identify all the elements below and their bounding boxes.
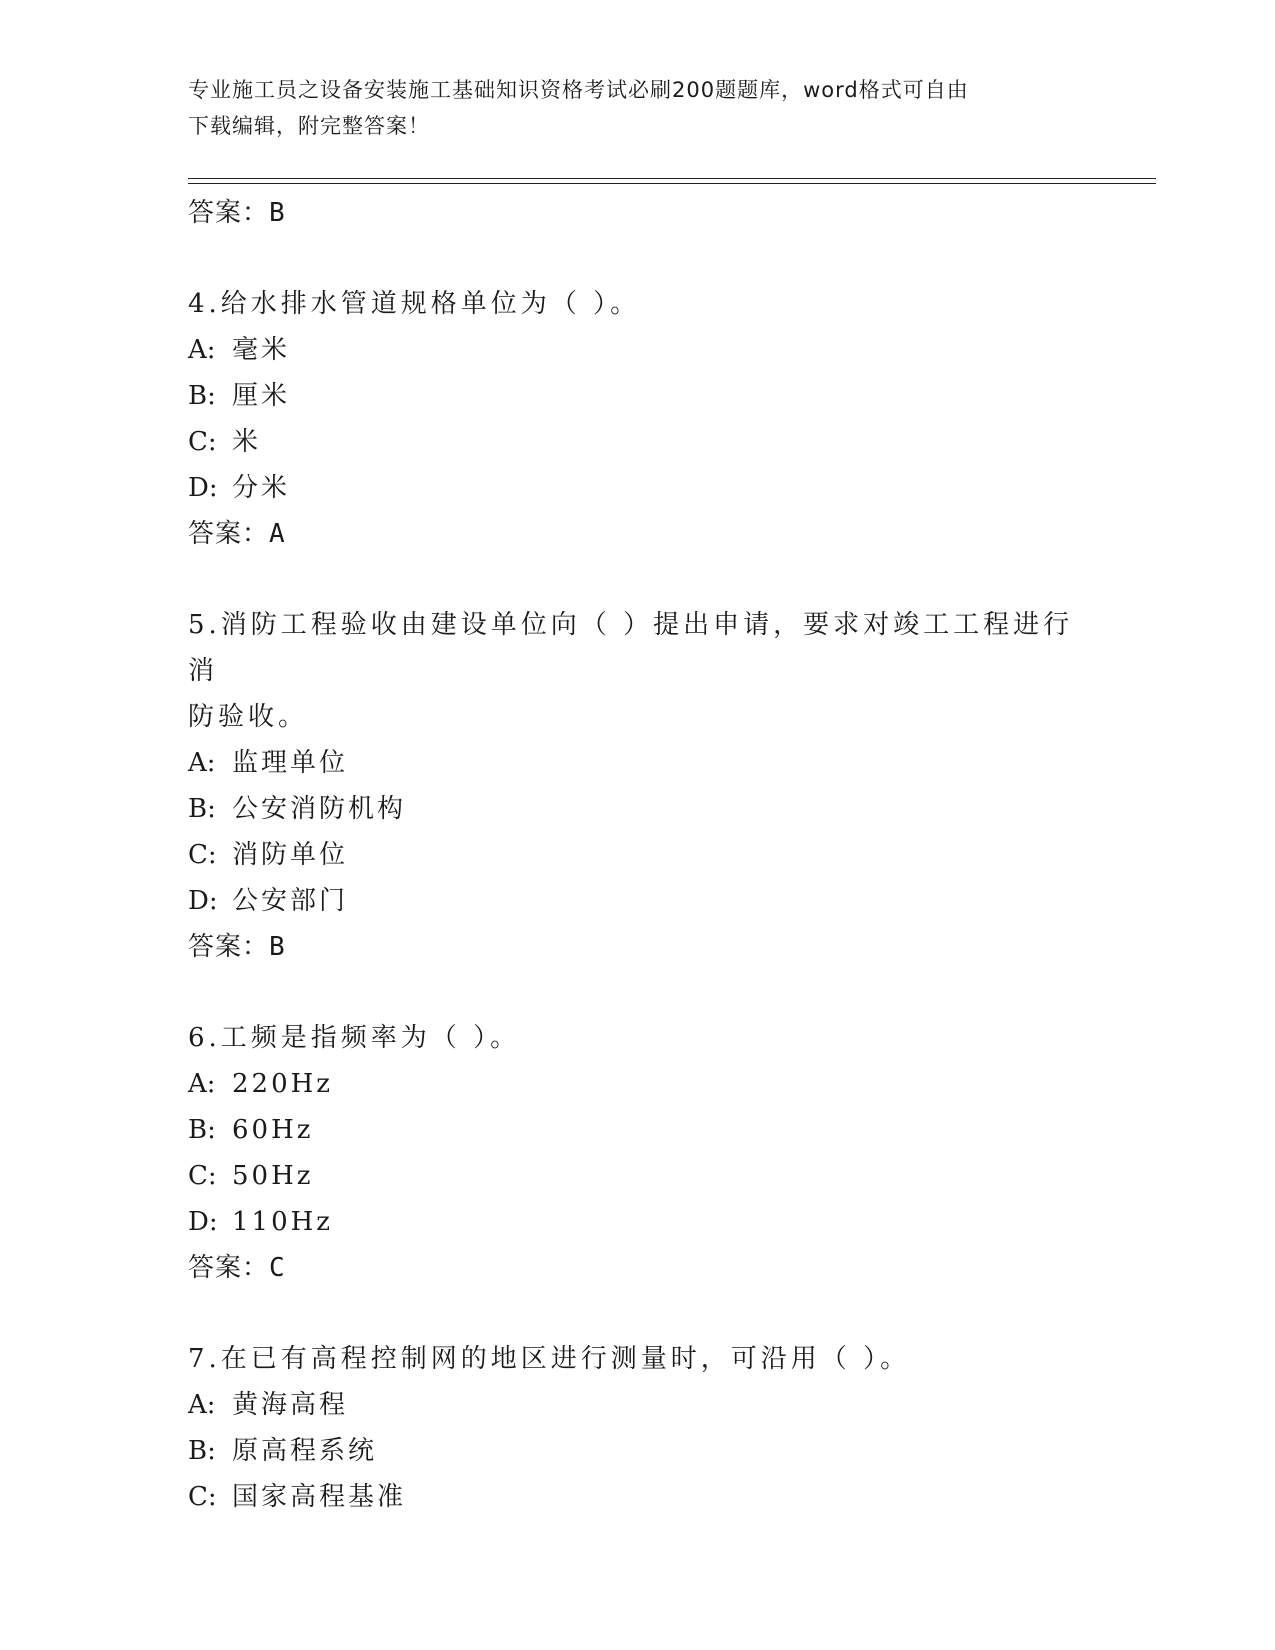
option-key: B: — [188, 1436, 216, 1466]
answer-label: 答案： — [188, 198, 270, 228]
option-text: 公安消防机构 — [232, 794, 407, 824]
option-b — [188, 786, 1088, 832]
option-key: A: — [188, 1390, 216, 1420]
question-list — [188, 190, 1088, 1520]
question-text: 4.给水排水管道规格单位为（ ）。 — [188, 289, 641, 319]
option-text: 60Hz — [232, 1115, 314, 1145]
document-header — [188, 72, 1088, 144]
question-text-line-1: 5.消防工程验收由建设单位向（ ）提出申请，要求对竣工工程进行消 — [188, 610, 1074, 686]
option-c — [188, 832, 1088, 878]
option-key: B: — [188, 1115, 216, 1145]
option-b — [188, 1107, 1088, 1153]
question-text: 7.在已有高程控制网的地区进行测量时，可沿用（ ）。 — [188, 1344, 911, 1374]
spacer — [188, 557, 1088, 602]
answer-value: B — [269, 198, 286, 228]
option-a — [188, 1061, 1088, 1107]
option-text: 原高程系统 — [232, 1436, 378, 1466]
option-key: A: — [188, 1069, 216, 1099]
option-text: 50Hz — [232, 1161, 314, 1191]
option-text: 米 — [232, 427, 262, 457]
spacer — [188, 236, 1088, 281]
option-key: C: — [188, 1161, 217, 1191]
option-key: B: — [188, 794, 216, 824]
option-key: D: — [188, 473, 218, 503]
option-text: 厘米 — [232, 381, 291, 411]
option-d — [188, 878, 1088, 924]
header-divider-top — [188, 178, 1156, 179]
answer-line — [188, 511, 1088, 557]
header-divider-bottom — [188, 183, 1156, 184]
header-line-2: 下载编辑，附完整答案！ — [188, 114, 430, 138]
option-key: D: — [188, 1207, 218, 1237]
answer-line — [188, 924, 1088, 970]
answer-label: 答案： — [188, 1253, 270, 1283]
option-a — [188, 740, 1088, 786]
option-text: 黄海高程 — [232, 1390, 349, 1420]
option-text: 消防单位 — [232, 840, 349, 870]
option-key: D: — [188, 886, 218, 916]
option-text: 毫米 — [232, 335, 291, 365]
answer-value: C — [269, 1253, 286, 1283]
option-text: 分米 — [232, 473, 291, 503]
answer-value: A — [269, 519, 286, 549]
option-c — [188, 419, 1088, 465]
question-text: 6.工频是指频率为（ ）。 — [188, 1023, 521, 1053]
answer-value: B — [269, 932, 286, 962]
spacer — [188, 1291, 1088, 1336]
option-a — [188, 1382, 1088, 1428]
option-d — [188, 465, 1088, 511]
option-key: B: — [188, 381, 216, 411]
option-key: A: — [188, 748, 216, 778]
option-text: 国家高程基准 — [232, 1482, 407, 1512]
option-key: C: — [188, 427, 217, 457]
option-key: C: — [188, 840, 217, 870]
answer-line — [188, 1245, 1088, 1291]
option-d — [188, 1199, 1088, 1245]
question-text-line-2: 防验收。 — [188, 702, 309, 732]
option-text: 220Hz — [232, 1069, 333, 1099]
answer-line — [188, 190, 1088, 236]
option-text: 公安部门 — [232, 886, 349, 916]
question-block — [188, 281, 1088, 557]
option-key: A: — [188, 335, 216, 365]
option-text: 110Hz — [232, 1207, 333, 1237]
option-key: C: — [188, 1482, 217, 1512]
option-a — [188, 327, 1088, 373]
option-text: 监理单位 — [232, 748, 349, 778]
question-text — [188, 602, 1088, 740]
answer-label: 答案： — [188, 519, 270, 549]
header-line-1: 专业施工员之设备安装施工基础知识资格考试必刷200题题库，word格式可自由 — [188, 78, 969, 102]
spacer — [188, 970, 1088, 1015]
question-block — [188, 1015, 1088, 1291]
question-block — [188, 1336, 1088, 1520]
option-b — [188, 373, 1088, 419]
option-b — [188, 1428, 1088, 1474]
answer-label: 答案： — [188, 932, 270, 962]
option-c — [188, 1153, 1088, 1199]
option-c — [188, 1474, 1088, 1520]
question-block — [188, 602, 1088, 970]
